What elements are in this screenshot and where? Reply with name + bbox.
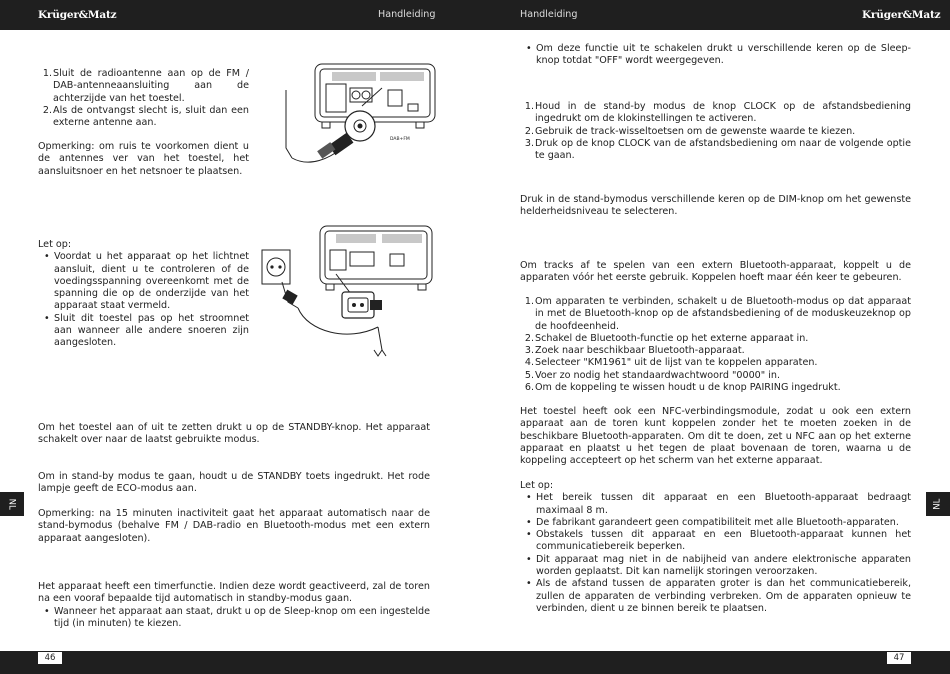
bluetooth-steps-list — [520, 296, 911, 394]
bottom-footer-bar — [0, 651, 950, 674]
list-item: • Om deze functie uit te schakelen drukt u verschillende keren op de Sleep-knop totdat "OFF" wordt weergegeven. — [520, 43, 911, 68]
antenna-note: Opmerking: om ruis te voorkomen dient u de antennes ver van het toestel, het aansluitsnoer en het netsnoer te plaatsen. — [38, 141, 249, 177]
page-number-left: 46 — [38, 652, 62, 664]
list-item: • Dit apparaat mag niet in de nabijheid van andere elektronische apparaten worden geplaatst. Dit kan namelijk storingen veroorzaken. — [520, 554, 911, 579]
antenna-connection-illustration — [270, 58, 440, 176]
list-item: 4. Selecteer "KM1961" uit de lijst van te koppelen apparaten. — [524, 357, 818, 369]
list-item: 6. Om de koppeling te wissen houdt u de knop PAIRING ingedrukt. — [524, 382, 841, 394]
list-item: 1. Om apparaten te verbinden, schakelt u de Bluetooth-modus op dat apparaat in met de Bluetooth-knop op de afstandsbediening of de moduskeuzeknop op de hoofdeenheid. — [524, 296, 911, 332]
list-item: • Voordat u het apparaat op het lichtnet aansluit, dient u te controleren of de voedingsspanning overeenkomt met de spanning die op de onderzijde van het apparaat staat vermeld. — [38, 251, 249, 312]
antenna-steps-list — [38, 68, 249, 129]
standby-text: Om het toestel aan of uit te zetten drukt u op de STANDBY-knop. Het apparaat schakelt over naar de laatst gebruikte modus. — [38, 422, 430, 446]
brand-logo-right: Krüger&Matz — [862, 9, 941, 21]
list-item: 2. Als de ontvangst slecht is, sluit dan een externe antenne aan. — [42, 104, 249, 129]
list-item: • Wanneer het apparaat aan staat, drukt u op de Sleep-knop om een ingestelde tijd (in minuten) te kiezen. — [38, 606, 430, 631]
list-item: • Als de afstand tussen de apparaten groter is dan het communicatiebereik, zullen de apparaten de verbinding verbreken. Om de apparaten opnieuw te verbinden, dient u ze binnen bereik te plaatsen. — [520, 578, 911, 615]
list-item: • Het bereik tussen dit apparaat en een Bluetooth-apparaat bedraagt maximaal 8 m. — [520, 492, 911, 517]
dim-text: Druk in de stand-bymodus verschillende keren op de DIM-knop om het gewenste helderheidsniveau te selecteren. — [520, 194, 911, 218]
eco-mode-text: Om in stand-by modus te gaan, houdt u de STANDBY toets ingedrukt. Het rode lampje geeft de ECO-modus aan. — [38, 471, 430, 495]
list-item: 3. Druk op de knop CLOCK van de afstandsbediening om naar de volgende optie te gaan. — [524, 137, 911, 162]
timer-section — [38, 581, 430, 630]
list-item: 3. Zoek naar beschikbaar Bluetooth-apparaat. — [524, 345, 745, 357]
list-item: 1. Sluit de radioantenne aan op de FM / DAB-antenneaansluiting aan de achterzijde van het toestel. — [42, 68, 249, 104]
top-header-bar — [0, 0, 950, 30]
list-item: • De fabrikant garandeert geen compatibiliteit met alle Bluetooth-apparaten. — [520, 517, 911, 529]
list-item: • Obstakels tussen dit apparaat en een Bluetooth-apparaat kunnen het communicatiebereik beperken. — [520, 529, 911, 554]
list-item: 5. Voer zo nodig het standaardwachtwoord "0000" in. — [524, 369, 781, 381]
caution-label: Let op: — [38, 239, 72, 250]
header-title-right: Handleiding — [520, 9, 578, 20]
language-tab-right: NL — [926, 492, 950, 516]
power-caution — [38, 239, 249, 350]
list-item: 2. Gebruik de track-wisseltoetsen om de gewenste waarde te kiezen. — [524, 125, 856, 137]
power-connection-illustration — [258, 222, 438, 364]
list-item: • Sluit dit toestel pas op het stroomnet aan wanneer alle andere snoeren zijn aangesloten. — [38, 313, 249, 350]
figure-label-dab-fm: DAB+FM — [390, 137, 410, 142]
bluetooth-intro: Om tracks af te spelen van een extern Bluetooth-apparaat, koppelt u de apparaten vóór het eerste gebruik. Koppelen hoeft maar één keer te gebeuren. — [520, 260, 911, 284]
language-tab-left: NL — [0, 492, 24, 516]
brand-logo-left: Krüger&Matz — [38, 9, 117, 21]
list-item: 2. Schakel de Bluetooth-functie op het externe apparaat in. — [524, 332, 809, 344]
timer-text: Het apparaat heeft een timerfunctie. Indien deze wordt geactiveerd, zal de toren na een vooraf bepaalde tijd automatisch in standby-modus gaan. — [38, 581, 430, 605]
list-item: 1. Houd in de stand-by modus de knop CLOCK op de afstandsbediening ingedrukt om de klokinstellingen te activeren. — [524, 101, 911, 125]
page-number-right: 47 — [887, 652, 911, 664]
sleep-off-section — [520, 43, 911, 68]
nfc-text: Het toestel heeft ook een NFC-verbindingsmodule, zodat u ook een extern apparaat aan de toren kunt koppelen zonder het te moeten zoeken in de beschikbare Bluetooth-apparaten. Om dit te doen, zet u NFC aan op het externe apparaat en plaatst u het tegen de plaat bovenaan de toren, waarna u de koppeling accepteert op het scherm van het externe apparaat. — [520, 406, 911, 467]
auto-standby-note: Opmerking: na 15 minuten inactiviteit gaat het apparaat automatisch naar de stand-bymodus (behalve FM / DAB-radio en Bluetooth-modus met een extern apparaat aangesloten). — [38, 508, 430, 544]
bluetooth-caution — [520, 480, 911, 615]
caution-label: Let op: — [520, 480, 554, 491]
header-title-left: Handleiding — [378, 9, 436, 20]
clock-steps-list — [520, 101, 911, 162]
